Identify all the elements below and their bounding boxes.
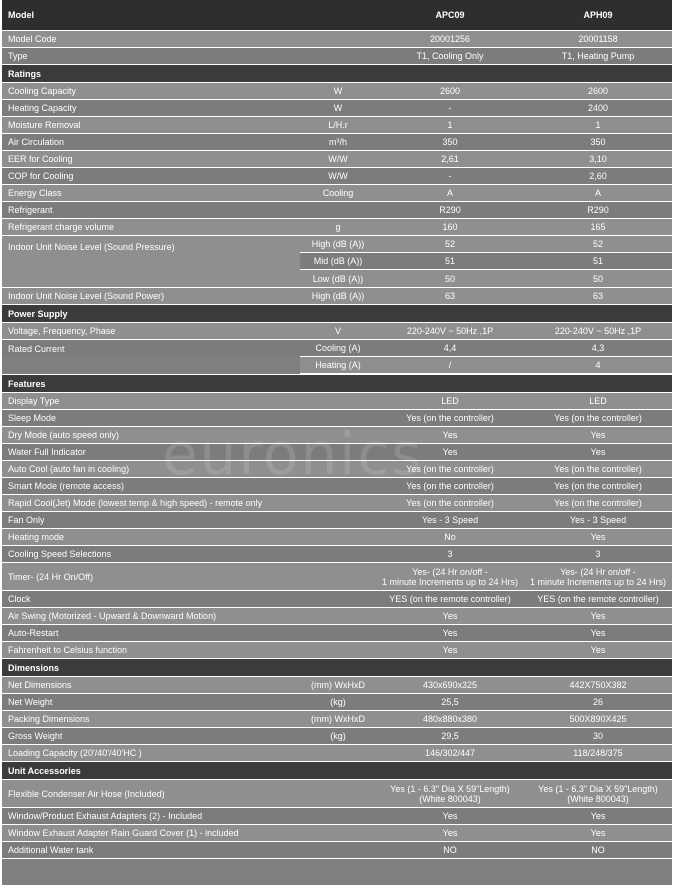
row-unit: High (dB (A)) [311, 291, 365, 301]
apc09-value: 160 [442, 222, 458, 232]
table-row [2, 825, 672, 842]
row-label: EER for Cooling [8, 154, 73, 164]
table-row [2, 151, 672, 168]
row-label: Heating mode [8, 532, 65, 542]
table-header [2, 0, 672, 31]
apc09-value: 52 [444, 239, 455, 249]
row-label: Packing Dimensions [8, 714, 90, 724]
table-row [2, 444, 672, 461]
apc09-value: 20001256 [429, 34, 471, 44]
row-label: Auto Cool (auto fan in cooling) [8, 464, 130, 474]
table-row [2, 529, 672, 546]
row-unit [300, 808, 376, 824]
model-header-label: Model [8, 10, 34, 20]
apc09-value: Yes (1 - 6.3" Dia X 59"Length) (White 800043) [390, 783, 510, 804]
row-unit [300, 444, 376, 460]
row-label: Display Type [8, 396, 60, 406]
table-row [2, 461, 672, 478]
row-label: Net Dimensions [8, 680, 72, 690]
section-features [2, 375, 672, 393]
row-unit: W [333, 86, 343, 96]
apc09-value: A [446, 188, 453, 198]
row-label: Water Full Indicator [8, 447, 86, 457]
apc09-value: T1, Cooling Only [416, 51, 484, 61]
aph09-value: Yes (on the controller) [554, 481, 642, 491]
apc09-value: Yes [442, 430, 458, 440]
ratings-rows [2, 83, 672, 236]
row-unit: (mm) WxHxD [311, 714, 365, 724]
row-unit: Cooling (A) [315, 343, 361, 353]
aph09-value: Yes [590, 430, 606, 440]
aph09-value: YES (on the remote controller) [537, 594, 659, 604]
table-row [2, 711, 672, 728]
row-label: Indoor Unit Noise Level (Sound Pressure) [8, 242, 175, 252]
aph09-value: LED [589, 396, 607, 406]
apc09-value: No [444, 532, 456, 542]
accessories-rows [2, 780, 672, 859]
section-title: Features [8, 378, 46, 389]
table-row [2, 323, 672, 340]
table-row [2, 677, 672, 694]
row-label: Energy Class [8, 188, 62, 198]
top-rows [2, 31, 672, 65]
table-row [300, 340, 672, 357]
apc09-value: 350 [442, 137, 458, 147]
row-unit: W/W [328, 154, 348, 164]
row-unit [300, 512, 376, 528]
aph09-value: Yes [590, 811, 606, 821]
table-row [2, 745, 672, 762]
apc09-value: YES (on the remote controller) [389, 594, 511, 604]
row-unit [300, 48, 376, 64]
row-label: Additional Water tank [8, 845, 94, 855]
aph09-value: 30 [592, 731, 603, 741]
table-row [2, 625, 672, 642]
table-row [2, 134, 672, 151]
row-label: Refrigerant [8, 205, 53, 215]
row-unit [300, 529, 376, 545]
row-label: Clock [8, 594, 31, 604]
section-title: Power Supply [8, 308, 68, 319]
row-unit: High (dB (A)) [311, 239, 365, 249]
aph09-value: Yes (1 - 6.3" Dia X 59"Length) (White 800043) [538, 783, 658, 804]
aph09-value: 52 [592, 239, 603, 249]
aph09-value: 26 [592, 697, 603, 707]
row-label: Dry Mode (auto speed only) [8, 430, 120, 440]
aph09-value: 3 [595, 549, 601, 559]
apc09-value: 3 [447, 549, 453, 559]
features-rows [2, 393, 672, 659]
row-label: Net Weight [8, 697, 53, 707]
table-row [2, 427, 672, 444]
row-label: Fahrenheit to Celsius function [8, 645, 128, 655]
aph09-value: A [594, 188, 601, 198]
row-unit [300, 31, 376, 47]
row-label: COP for Cooling [8, 171, 74, 181]
table-row [2, 728, 672, 745]
aph09-value: 2,60 [589, 171, 607, 181]
aph09-value: 20001158 [578, 34, 618, 44]
row-unit [300, 591, 376, 607]
table-row [2, 495, 672, 512]
apc09-value: 430x690x325 [422, 680, 478, 690]
table-row [300, 253, 672, 270]
row-label: Cooling Capacity [8, 86, 77, 96]
apc09-value: 50 [444, 273, 455, 284]
row-label: Rapid Cool(Jet) Mode (lowest temp & high speed) - remote only [8, 498, 263, 508]
aph09-value: 118/248/375 [573, 748, 623, 758]
table-row [2, 642, 672, 659]
aph09-value: Yes [590, 628, 606, 638]
aph09-value: Yes [590, 828, 606, 838]
row-label: Refrigerant charge volume [8, 222, 115, 232]
aph09-value: Yes [590, 447, 606, 457]
apc09-value: Yes [442, 811, 458, 821]
row-label: Heating Capacity [8, 103, 77, 113]
apc09-value: 51 [444, 256, 455, 266]
table-row [2, 608, 672, 625]
aph09-value: 1 [595, 120, 601, 130]
row-unit [300, 546, 376, 562]
apc09-value: Yes [442, 447, 458, 457]
row-label: Air Circulation [8, 137, 65, 147]
apc09-value: - [448, 103, 452, 113]
aph09-value: 51 [592, 256, 603, 266]
apc09-value: 146/302/447 [424, 748, 476, 758]
aph09-value: 4,3 [591, 343, 605, 353]
row-label: Air Swing (Motorized - Upward & Downward Motion) [8, 611, 217, 621]
row-unit [300, 745, 376, 761]
aph09-value: Yes (on the controller) [554, 498, 642, 508]
table-row [2, 202, 672, 219]
dimensions-rows [2, 677, 672, 762]
table-row [2, 219, 672, 236]
apc09-value: Yes (on the controller) [406, 481, 494, 491]
section-title: Dimensions [8, 662, 60, 673]
apc09-value: 4,4 [443, 343, 457, 353]
table-row [2, 410, 672, 427]
row-unit: m³/h [329, 137, 347, 147]
row-label: Smart Mode (remote access) [8, 481, 125, 491]
row-label: Rated Current [2, 340, 300, 357]
aph09-value: 4 [595, 360, 601, 370]
aph09-value: 500X890X425 [569, 714, 627, 724]
row-unit: g [335, 222, 341, 232]
apc09-value: 1 [447, 120, 453, 130]
aph09-value: 442X750X382 [569, 680, 627, 690]
apc09-value: 2,61 [441, 154, 459, 164]
row-unit: (kg) [330, 731, 346, 741]
row-unit [300, 563, 376, 590]
row-label: Voltage, Frequency, Phase [8, 326, 116, 336]
row-label: Window Exhaust Adapter Rain Guard Cover (1) - included [8, 828, 239, 838]
section-title: Ratings [8, 68, 42, 79]
rated-current-block [2, 340, 672, 375]
apc09-value: Yes [442, 828, 458, 838]
aph09-value: 3,10 [589, 154, 607, 164]
apc09-value: 480x880x380 [422, 714, 478, 724]
row-label: Timer- (24 Hr On/Off) [8, 571, 94, 582]
row-unit [300, 842, 376, 858]
row-unit [300, 202, 376, 218]
apc09-value: / [448, 360, 452, 370]
row-label: Cooling Speed Selections [8, 549, 112, 559]
apc09-value: R290 [439, 205, 461, 215]
row-unit: V [334, 326, 341, 336]
aph09-value: 63 [592, 291, 603, 301]
section-power-supply [2, 305, 672, 323]
row-unit [300, 642, 376, 658]
table-row [2, 185, 672, 202]
row-unit: (kg) [330, 697, 346, 707]
row-unit [300, 608, 376, 624]
row-unit: W/W [328, 171, 348, 181]
apc09-value: Yes (on the controller) [406, 498, 494, 508]
row-unit [300, 825, 376, 841]
noise-pressure-block [2, 236, 672, 288]
aph09-value: Yes [590, 532, 606, 542]
table-row [2, 842, 672, 859]
section-ratings [2, 65, 672, 83]
apc09-value: Yes [442, 611, 458, 621]
row-unit [300, 495, 376, 511]
aph09-value: T1, Heating Pump [561, 51, 635, 61]
aph09-value: Yes (on the controller) [554, 464, 642, 474]
row-unit: Heating (A) [315, 360, 361, 370]
aph09-value: 220-240V ~ 50Hz ,1P [554, 326, 642, 336]
apc09-value: Yes [442, 628, 458, 638]
aph09-header: APH09 [583, 10, 613, 20]
apc09-value: Yes- (24 Hr on/off - 1 minute Increments up to 24 Hrs) [381, 566, 519, 587]
section-title: Unit Accessories [8, 765, 81, 776]
apc09-value: Yes (on the controller) [406, 413, 494, 423]
row-unit: Mid (dB (A)) [313, 256, 363, 266]
row-unit [300, 427, 376, 443]
apc09-value: Yes [442, 645, 458, 655]
row-label: Flexible Condenser Air Hose (Included) [8, 788, 165, 799]
row-label: Gross Weight [8, 731, 63, 741]
table-row [2, 168, 672, 185]
table-row [2, 512, 672, 529]
aph09-value: 50 [592, 273, 603, 284]
row-label: Moisture Removal [8, 120, 81, 130]
aph09-value: Yes- (24 Hr on/off - 1 minute Increments up to 24 Hrs) [529, 566, 667, 587]
apc09-value: 25,5 [441, 697, 459, 707]
table-row [2, 31, 672, 48]
apc09-value: Yes - 3 Speed [421, 515, 479, 525]
row-label: Auto-Restart [8, 628, 59, 638]
rated-current-rows [300, 340, 672, 374]
aph09-value: 2600 [587, 86, 609, 96]
apc09-header: APC09 [435, 10, 465, 20]
table-row [2, 546, 672, 563]
table-row [2, 478, 672, 495]
row-unit: L/H.r [328, 120, 348, 130]
row-unit: W [333, 103, 343, 113]
aph09-value: 350 [590, 137, 606, 147]
spec-sheet [2, 0, 672, 885]
table-row [2, 780, 672, 808]
aph09-value: Yes [590, 611, 606, 621]
row-unit: Cooling [322, 188, 354, 198]
table-row [2, 563, 672, 591]
row-label: Model Code [8, 34, 57, 44]
aph09-value: 165 [590, 222, 606, 232]
table-row [2, 83, 672, 100]
aph09-value: NO [591, 845, 605, 855]
apc09-value: - [448, 171, 452, 181]
aph09-value: 2400 [587, 103, 609, 113]
apc09-value: 29,5 [441, 731, 459, 741]
section-dimensions [2, 659, 672, 677]
row-unit [300, 410, 376, 426]
row-label: Fan Only [8, 515, 45, 525]
aph09-value: Yes [590, 645, 606, 655]
row-label: Loading Capacity (20'/40'/40'HC ) [8, 748, 142, 758]
apc09-value: LED [441, 396, 459, 406]
table-row [2, 694, 672, 711]
row-unit [300, 478, 376, 494]
table-row [300, 236, 672, 253]
noise-pressure-rows [300, 236, 672, 287]
row-unit: (mm) WxHxD [311, 680, 365, 690]
row-label: Type [8, 51, 28, 61]
table-row [300, 357, 672, 374]
table-row [2, 393, 672, 410]
row-unit [300, 625, 376, 641]
table-row [2, 288, 672, 305]
row-label: Sleep Mode [8, 413, 57, 423]
table-row [2, 808, 672, 825]
apc09-value: 2600 [439, 86, 461, 96]
table-row [2, 117, 672, 134]
row-label: Window/Product Exhaust Adapters (2) - Included [8, 811, 203, 821]
row-unit [300, 461, 376, 477]
table-row [2, 100, 672, 117]
aph09-value: Yes (on the controller) [554, 413, 642, 423]
row-label: Indoor Unit Noise Level (Sound Power) [8, 291, 165, 301]
apc09-value: NO [443, 845, 457, 855]
row-unit: Low (dB (A)) [312, 273, 364, 284]
table-row [2, 591, 672, 608]
aph09-value: Yes - 3 Speed [569, 515, 627, 525]
row-unit [300, 780, 376, 807]
apc09-value: 63 [444, 291, 455, 301]
apc09-value: 220-240V ~ 50Hz ,1P [406, 326, 494, 336]
table-row [300, 270, 672, 287]
section-unit-accessories [2, 762, 672, 780]
aph09-value: R290 [587, 205, 609, 215]
row-unit [300, 393, 376, 409]
table-row [2, 48, 672, 65]
apc09-value: Yes (on the controller) [406, 464, 494, 474]
